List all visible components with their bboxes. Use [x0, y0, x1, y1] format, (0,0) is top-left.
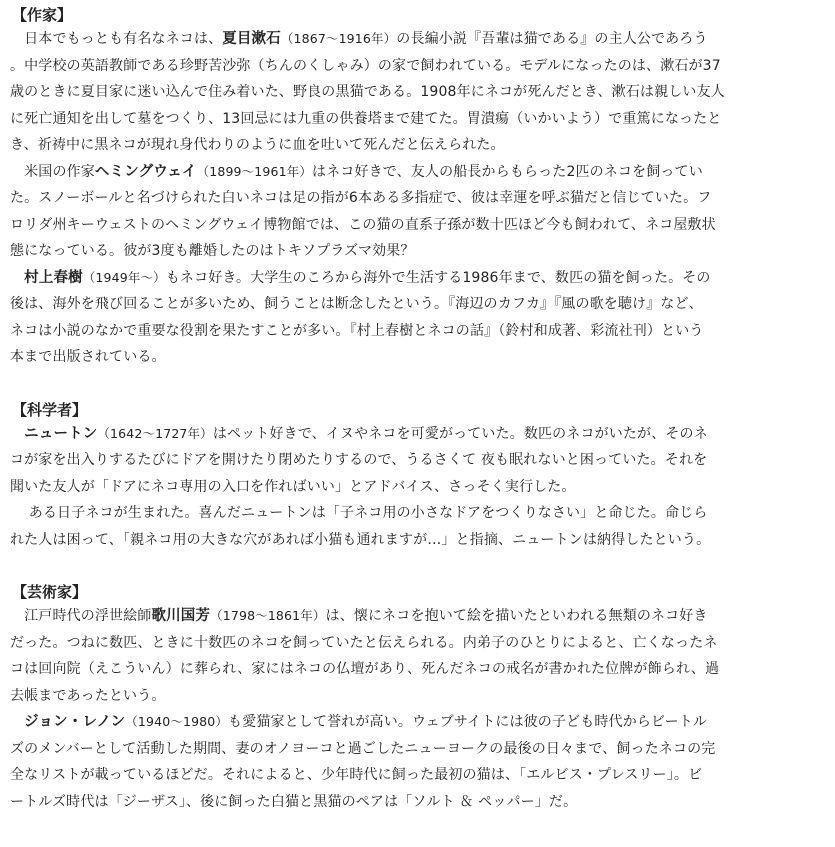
text-line: [10, 185, 829, 212]
text-line: [10, 318, 829, 345]
text-run: だった。つねに数匹、ときに十数匹のネコを飼っていたと伝えられる。内弟子のひとりによると、亡くなったネ: [10, 634, 718, 651]
bold-name: 夏目漱石: [222, 31, 281, 47]
text-line: [10, 265, 829, 292]
text-run: 去帳まであったという。: [10, 687, 166, 704]
text-run: もネコ好き。大学生のころから海外で生活する1986年まで、数匹の猫を飼った。その: [165, 269, 711, 286]
year-range: （1940〜1980）: [125, 714, 229, 729]
text-line: [10, 53, 829, 80]
text-run: 全なリストが載っているほどだ。それによると、少年時代に飼った最初の猫は、「エルビス・プレスリー」。ビ: [10, 767, 703, 783]
bold-name: 歌川国芳: [151, 608, 211, 624]
section-heading: 【科学者】: [12, 400, 88, 419]
paragraph: [10, 159, 829, 265]
paragraph: [10, 421, 829, 501]
text-line: [10, 656, 829, 683]
bold-name: ニュートン: [24, 425, 98, 442]
year-range: （1798〜1861年）: [210, 608, 326, 623]
text-line: [10, 527, 829, 554]
year-range: （1867〜1916年）: [280, 31, 397, 46]
text-run: ロリダ州キーウェストのヘミングウェイ博物館では、この猫の直系子孫が数十匹ほど今も飼われて、ネコ屋敷状: [10, 216, 716, 233]
section-heading: 【作家】: [12, 6, 73, 24]
text-line: [10, 344, 829, 371]
text-line: [10, 762, 829, 789]
section-spacer: [10, 371, 829, 399]
text-run: 米国の作家: [10, 163, 95, 180]
text-line: [10, 212, 829, 239]
text-line: [10, 447, 829, 474]
text-line: [10, 736, 829, 763]
text-run: れた人は困って、「親ネコ用の大きな穴があれば小猫も通れますが…」と指摘、ニュートンは納得したという。: [10, 531, 711, 548]
bold-name: ヘミングウェイ: [94, 163, 197, 180]
text-run: はネコ好きで、友人の船長からもらった2匹のネコを飼ってい: [312, 163, 703, 180]
text-run: コが家を出入りするたびにドアを開けたり閉めたりするので、うるさくて 夜も眠れないと困っていた。それを: [10, 452, 708, 468]
bold-name: ジョン・レノン: [24, 714, 126, 730]
text-run: ズのメンバーとして活動した期間、妻のオノヨーコと過ごしたニューヨークの最後の日々まで、飼ったネコの完: [10, 740, 716, 757]
text-line: [10, 421, 829, 448]
paragraph: [10, 500, 829, 553]
text-run: た。スノーボールと名づけられた白いネコは足の指が6本ある多指症で、彼は幸運を呼ぶ猫だと信じていた。フ: [10, 190, 712, 206]
text-run: 本まで出版されている。: [10, 349, 166, 365]
text-run: コは回向院（えこういん）に葬られ、家にはネコの仏壇があり、死んだネコの戒名が書かれた位牌が飾られ、過: [10, 661, 720, 677]
text-run: 日本でもっとも有名なネコは、: [10, 31, 223, 47]
text-line: [10, 709, 829, 736]
text-line: [10, 630, 829, 657]
paragraph: [10, 265, 829, 371]
text-line: [10, 26, 829, 53]
text-line: [10, 500, 829, 527]
year-range: （1642〜1727年）: [97, 425, 213, 441]
text-line: [10, 132, 829, 159]
text-run: 後は、海外を飛び回ることが多いため、飼うことは断念したという。『海辺のカフカ』『風の歌を聴け』など、: [10, 296, 703, 312]
text-line: [10, 159, 829, 186]
text-run: はペット好きで、イヌやネコを可愛がっていた。数匹のネコがいたが、そのネ: [212, 425, 708, 442]
text-run: 江戸時代の浮世絵師: [10, 608, 152, 624]
paragraph: [10, 709, 829, 815]
text-line: [10, 789, 829, 816]
year-range: （1949年〜）: [82, 269, 166, 285]
text-line: [10, 603, 829, 630]
text-line: [10, 683, 829, 710]
text-run: 態になっている。彼が3度も離婚したのはトキソプラズマ効果？: [10, 243, 415, 259]
section-spacer: [10, 553, 829, 581]
text-run: [10, 270, 24, 286]
section-heading: 【芸術家】: [12, 583, 88, 601]
year-range: （1899〜1961年）: [196, 163, 313, 179]
text-line: [10, 238, 829, 265]
text-run: ートルズ時代は「ジーザス」、後に飼った白猫と黒猫のペアは「ソルト ＆ ペッパー」だ。: [10, 793, 578, 810]
text-line: [10, 106, 829, 133]
text-run: [10, 426, 24, 442]
text-line: [10, 79, 829, 106]
text-run: 聞いた友人が「ドアにネコ専用の入口を作ればいい」とアドバイス、さっそく実行した。: [10, 478, 576, 495]
bold-name: 村上春樹: [24, 269, 83, 286]
text-run: の長編小説『吾輩は猫である』の主人公であろう: [396, 31, 708, 47]
paragraph: [10, 603, 829, 709]
text-run: ネコは小説のなかで重要な役割を果たすことが多い。『村上春樹とネコの話』（鈴村和成著、彩流社刊）という: [10, 322, 704, 339]
paragraph: [10, 26, 829, 159]
text-run: に死亡通知を出して墓をつくり、13回忌には九重の供養塔まで建てた。胃潰瘍（いかいよう）で重篤になったと: [10, 110, 722, 127]
text-run: 。中学校の英語教師である珍野苦沙弥（ちんのくしゃみ）の家で飼われている。モデルになったのは、漱石が37: [10, 57, 721, 74]
text-run: ある日子ネコが生まれた。喜んだニュートンは「子ネコ用の小さなドアをつくりなさい」と命じた。命じら: [10, 505, 708, 521]
text-line: [10, 291, 829, 318]
text-line: [10, 474, 829, 501]
text-run: も愛猫家として誉れが高い。ウェブサイトには彼の子ども時代からビートル: [228, 714, 708, 730]
text-run: [10, 714, 24, 730]
text-run: き、祈祷中に黒ネコが現れ身代わりのように血を吐いて死んだと伝えられた。: [10, 137, 505, 153]
text-run: 歳のときに夏目家に迷い込んで住み着いた、野良の黒猫である。1908年にネコが死んだとき、漱石は親しい友人: [10, 84, 725, 100]
text-run: は、懐にネコを抱いて絵を描いたといわれる無類のネコ好き: [325, 608, 708, 624]
